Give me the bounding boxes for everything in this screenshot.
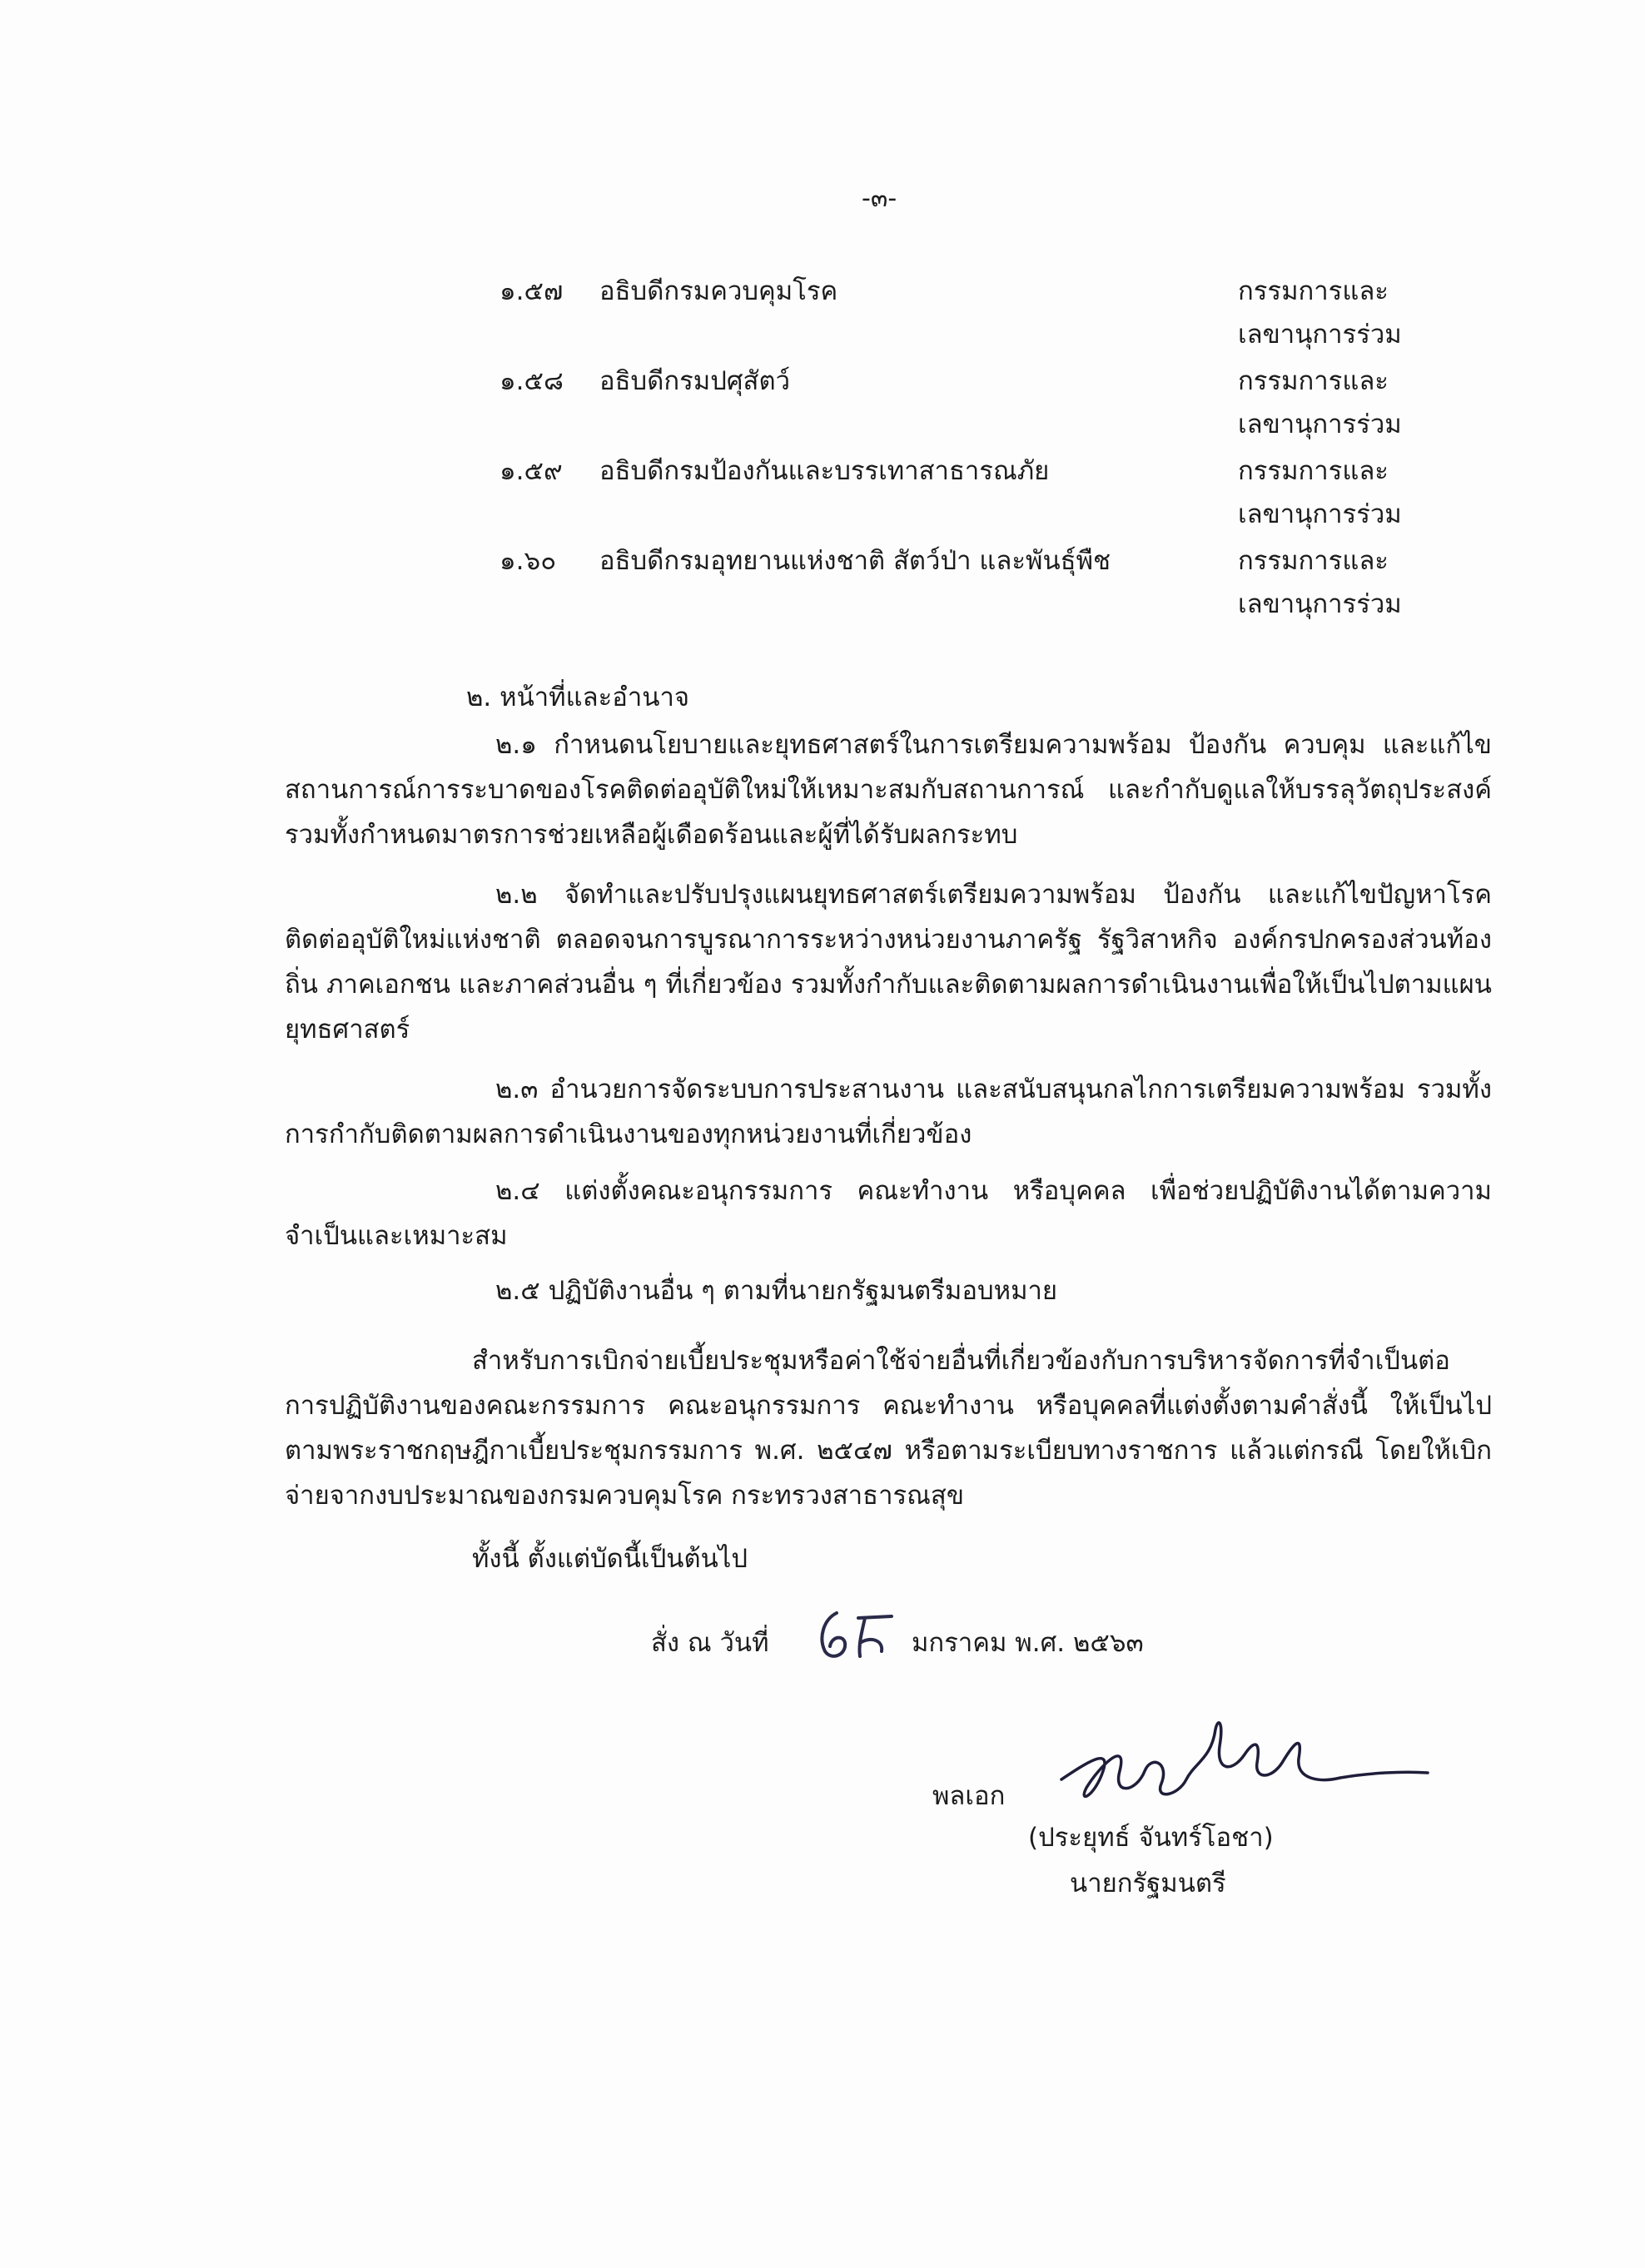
effective-statement: ทั้งนี้ ตั้งแต่บัดนี้เป็นต้นไป xyxy=(472,1544,748,1574)
duty-paragraph: ๒.๒ จัดทำและปรับปรุงแผนยุทธศาสตร์เตรียมความพร้อม ป้องกัน และแก้ไขปัญหาโรคติดต่ออุบัติใหม่แห่งชาติ ตลอดจนการบูรณาการระหว่างหน่วยงานภาครัฐ รัฐวิสาหกิจ องค์กรปกครองส่วนท้องถิ่น ภาคเอกชน และภาคส่วนอื่น ๆ ที่เกี่ยวข้อง รวมทั้งกำกับและติดตามผลการดำเนินงานเพื่อให้เป็นไปตามแผนยุทธศาสตร์ xyxy=(285,880,1492,1045)
duty-paragraph: ๒.๕ ปฏิบัติงานอื่น ๆ ตามที่นายกรัฐมนตรีมอบหมาย xyxy=(495,1276,1058,1306)
member-name: อธิบดีกรมควบคุมโรค xyxy=(599,276,838,306)
member-number: ๑.๕๘ xyxy=(499,366,564,396)
handwritten-day-icon xyxy=(812,1606,903,1665)
duty-paragraph: ๒.๑ กำหนดนโยบายและยุทธศาสตร์ในการเตรียมความพร้อม ป้องกัน ควบคุม และแก้ไขสถานการณ์การระบาดของโรคติดต่ออุบัติใหม่ให้เหมาะสมกับสถานการณ์ และกำกับดูแลให้บรรลุวัตถุประสงค์ รวมทั้งกำหนดมาตรการช่วยเหลือผู้เดือดร้อนและผู้ที่ได้รับผลกระทบ xyxy=(285,730,1492,850)
page-number: -๓- xyxy=(862,184,897,213)
member-role-line1: กรรมการและ xyxy=(1238,546,1389,576)
signature-icon xyxy=(1053,1713,1436,1824)
member-name: อธิบดีกรมอุทยานแห่งชาติ สัตว์ป่า และพันธุ์พืช xyxy=(599,546,1111,576)
expense-paragraph: สำหรับการเบิกจ่ายเบี้ยประชุมหรือค่าใช้จ่ายอื่นที่เกี่ยวข้องกับการบริหารจัดการที่จำเป็นต่อการปฏิบัติงานของคณะกรรมการ คณะอนุกรรมการ คณะทำงาน หรือบุคคลที่แต่งตั้งตามคำสั่งนี้ ให้เป็นไปตามพระราชกฤษฎีกาเบี้ยประชุมกรรมการ พ.ศ. ๒๕๔๗ หรือตามระเบียบทางราชการ แล้วแต่กรณี โดยให้เบิกจ่ายจากงบประมาณของกรมควบคุมโรค กระทรวงสาธารณสุข xyxy=(285,1346,1492,1511)
signatory-title: นายกรัฐมนตรี xyxy=(1070,1868,1226,1898)
section-heading: ๒. หน้าที่และอำนาจ xyxy=(466,682,690,712)
member-role-line2: เลขานุการร่วม xyxy=(1238,320,1402,350)
order-date-label: สั่ง ณ วันที่ xyxy=(651,1628,769,1658)
duty-paragraph: ๒.๓ อำนวยการจัดระบบการประสานงาน และสนับสนุนกลไกการเตรียมความพร้อม รวมทั้งการกำกับติดตามผลการดำเนินงานของทุกหน่วยงานที่เกี่ยวข้อง xyxy=(285,1074,1492,1149)
member-number: ๑.๕๙ xyxy=(499,456,563,486)
member-role-line2: เลขานุการร่วม xyxy=(1238,589,1402,619)
member-role-line2: เลขานุการร่วม xyxy=(1238,499,1402,529)
signatory-rank: พลเอก xyxy=(932,1781,1006,1811)
member-role-line1: กรรมการและ xyxy=(1238,276,1389,306)
member-number: ๑.๕๗ xyxy=(499,276,564,306)
order-date-month-year: มกราคม พ.ศ. ๒๕๖๓ xyxy=(912,1628,1144,1658)
member-role-line1: กรรมการและ xyxy=(1238,456,1389,486)
signatory-name: (ประยุทธ์ จันทร์โอชา) xyxy=(1028,1823,1274,1853)
member-role-line1: กรรมการและ xyxy=(1238,366,1389,396)
member-role-line2: เลขานุการร่วม xyxy=(1238,409,1402,439)
member-number: ๑.๖๐ xyxy=(499,546,557,576)
member-name: อธิบดีกรมป้องกันและบรรเทาสาธารณภัย xyxy=(599,456,1050,486)
member-name: อธิบดีกรมปศุสัตว์ xyxy=(599,366,791,396)
duty-paragraph: ๒.๔ แต่งตั้งคณะอนุกรรมการ คณะทำงาน หรือบุคคล เพื่อช่วยปฏิบัติงานได้ตามความจำเป็นและเหมาะสม xyxy=(285,1176,1492,1251)
order-date-day xyxy=(812,1606,903,1668)
